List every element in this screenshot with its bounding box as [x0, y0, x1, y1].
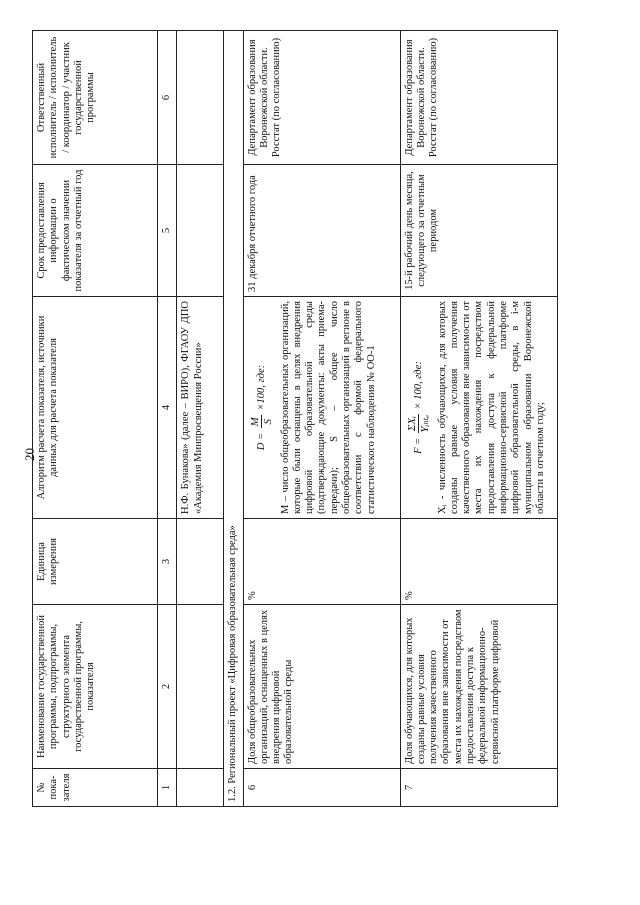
indicator-name: Доля обучающихся, для которых созданы равные условия получения качественного образования вне зависимости от места их нахождения посредством предоставления доступа к федеральной информационно-сервисной платформе цифровой	[400, 605, 557, 769]
table-header-row	[33, 31, 158, 807]
algorithm-text: M – число общеобразовательных организаций, которые были оснащены в целях внедрения цифровой образовательной среды (подтверждающие документы: акты приема-передачи); S – общее число общеобразовательных организаций в регионе в соответствии с формой федерального статистического наблюдения № ОО-1	[279, 301, 377, 514]
unit: %	[243, 519, 400, 605]
section-row	[224, 31, 243, 807]
column-number: 4	[158, 297, 177, 519]
section-title: 1.2. Региональный проект «Цифровая образовательная среда»	[224, 31, 243, 807]
responsible: Департамент образования Воронежской области. Росстат (по согласованию)	[243, 31, 400, 165]
page-number: 20	[22, 448, 37, 461]
fraction: M S	[248, 417, 274, 427]
indicators-table	[32, 30, 558, 807]
formula: F = ΣXᵢ Yᵢₙₜₑ × 100, где:	[405, 361, 431, 454]
header-unit: Единица измерения	[33, 519, 158, 605]
indicator-name: Доля общеобразовательных организаций, оснащенных в целях внедрения цифровой образовательной среды	[243, 605, 400, 769]
table-row	[400, 31, 557, 807]
column-number: 1	[158, 769, 177, 807]
algorithm-cell	[243, 297, 400, 519]
unit: %	[400, 519, 557, 605]
column-number: 5	[158, 165, 177, 297]
header-number: № пока- зателя	[33, 769, 158, 807]
row-number: 6	[243, 769, 400, 807]
row-number: 7	[400, 769, 557, 807]
formula: D = M S ×100, где:	[248, 364, 274, 451]
header-algorithm: Алгоритм расчета показателя, источники данных для расчета показателя	[33, 297, 158, 519]
deadline: 15-й рабочий день месяца, следующего за отчетным периодом	[400, 165, 557, 297]
table-row	[243, 31, 400, 807]
column-number: 6	[158, 31, 177, 165]
header-deadline: Срок предоставления информации о фактическом значении показателя за отчетный год	[33, 165, 158, 297]
carryover-row	[177, 31, 224, 807]
column-numbers-row	[158, 31, 177, 807]
carryover-text: Н.Ф. Бунакова» (далее – ВИРО), ФГАОУ ДПО «Академия Минпросвещения России»	[177, 297, 224, 519]
algorithm-cell	[400, 297, 557, 519]
column-number: 3	[158, 519, 177, 605]
deadline: 31 декабря отчетного года	[243, 165, 400, 297]
responsible: Департамент образования Воронежской области. Росстат (по согласованию)	[400, 31, 557, 165]
header-name: Наименование государственной программы, подпрограммы, структурного элемента государственной программы, показателя	[33, 605, 158, 769]
column-number: 2	[158, 605, 177, 769]
fraction: ΣXᵢ Yᵢₙₜₑ	[405, 414, 431, 433]
algorithm-text: Xᵢ - численность обучающихся, для которых созданы равные условия получения качественного образования вне зависимости от места их нахождения посредством предоставления доступа к федеральной информационно-сервисной платформе цифровой образовательной среды, в i-м муниципальном образовании Воронежской области в отчетном году;	[436, 301, 546, 514]
header-responsible: Ответственный исполнитель / исполнитель / координатор / участник государственной программы	[33, 31, 158, 165]
